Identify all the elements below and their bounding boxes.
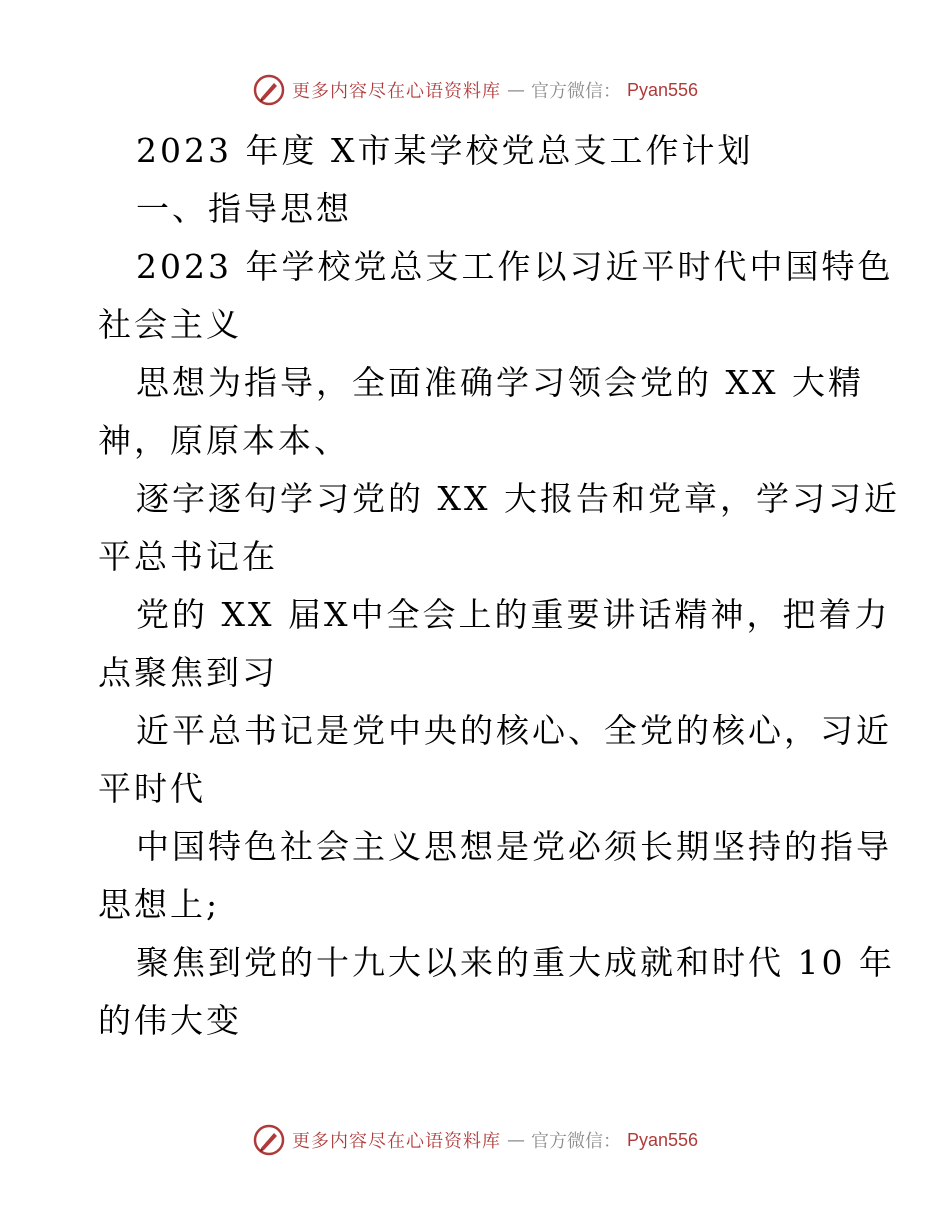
- paragraph-line: 中国特色社会主义思想是党必须长期坚持的指导: [136, 827, 892, 866]
- paragraph-line: 平总书记在: [98, 537, 278, 576]
- paragraph-line: 思想为指导，全面准确学习领会党的 XX 大精: [136, 363, 864, 402]
- watermark-wechat-id: Pyan556: [626, 79, 699, 100]
- section-heading: 一、指导思想: [136, 189, 352, 228]
- pen-logo-icon: [252, 73, 286, 107]
- watermark-footer: [0, 1120, 950, 1160]
- watermark-wechat-label: 官方微信：: [530, 1131, 621, 1152]
- pen-logo-icon: [252, 1123, 286, 1157]
- paragraph-line: 近平总书记是党中央的核心、全党的核心，习近: [136, 711, 892, 750]
- paragraph-line: 聚焦到党的十九大以来的重大成就和时代 10 年: [136, 943, 895, 982]
- watermark-dash: —: [506, 79, 525, 101]
- paragraph-line: 2023 年学校党总支工作以习近平时代中国特色: [136, 247, 894, 286]
- paragraph-line: 逐字逐句学习党的 XX 大报告和党章，学习习近: [136, 479, 900, 518]
- watermark-text: 更多内容尽在心语资料库: [291, 1131, 501, 1152]
- paragraph-line: 思想上;: [98, 885, 221, 924]
- watermark-dash: —: [506, 1129, 525, 1151]
- document-title: 2023 年度 X市某学校党总支工作计划: [136, 131, 754, 170]
- paragraph-line: 的伟大变: [98, 1001, 242, 1040]
- watermark-text: 更多内容尽在心语资料库: [291, 81, 501, 102]
- paragraph-line: 平时代: [98, 769, 206, 808]
- paragraph-line: 党的 XX 届X中全会上的重要讲话精神，把着力: [136, 595, 891, 634]
- watermark-wechat-id: Pyan556: [626, 1129, 699, 1150]
- paragraph-line: 神，原原本本、: [98, 421, 350, 460]
- watermark-wechat-label: 官方微信：: [530, 81, 621, 102]
- paragraph-line: 社会主义: [98, 305, 242, 344]
- watermark-header: [0, 70, 950, 110]
- document-body: [98, 122, 900, 1050]
- paragraph-line: 点聚焦到习: [98, 653, 278, 692]
